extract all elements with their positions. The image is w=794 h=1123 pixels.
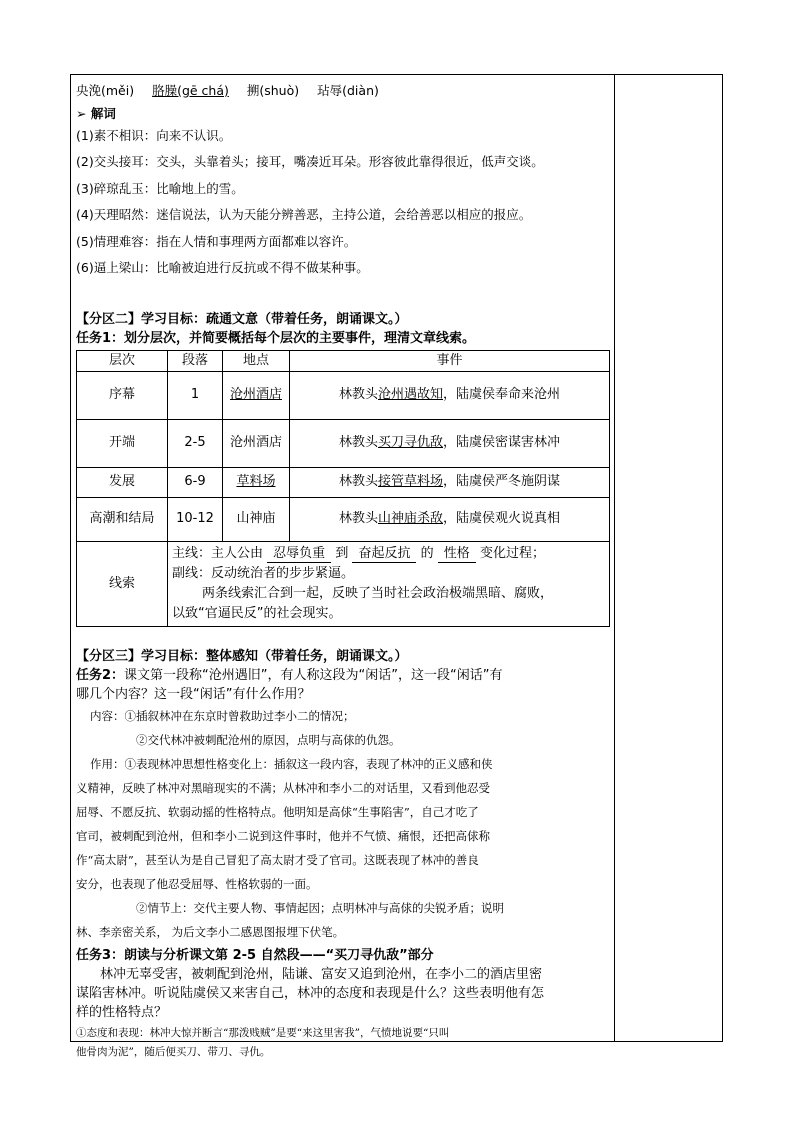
- answer-line: 他骨肉为泥”，随后便买刀、带刀、寻仇。: [76, 1045, 271, 1058]
- task2-label: 任务2：: [76, 667, 125, 683]
- clue-main: [172, 544, 605, 564]
- vocab-item: (2)交头接耳：交头，头靠着头；接耳，嘴凑近耳朵。形容彼此靠得很近，低声交谈。: [76, 154, 544, 169]
- effect-line: 官司，被刺配到沧州，但和李小二说到这件事时，他并不气愤、痛恨，还把高俅称: [76, 828, 490, 843]
- layer-cell: 开端: [77, 419, 168, 467]
- task3-heading: 任务3：朗读与分析课文第 2-5 自然段——“买刀寻仇敌”部分: [76, 947, 434, 963]
- col-header: 事件: [290, 350, 610, 371]
- event-text: ，陆虞侯观火说真相: [443, 511, 561, 526]
- para-cell: 10-12: [168, 497, 223, 541]
- event-text: ，陆虞侯严冬施阴谋: [443, 474, 561, 489]
- para-cell: 2-5: [168, 419, 223, 467]
- zone3-heading: 【分区三】学习目标：整体感知（带着任务，朗诵课文。）: [76, 648, 408, 664]
- place-cell: 沧州酒店: [223, 419, 290, 467]
- event-cell: [290, 467, 610, 497]
- para-cell: 6-9: [168, 467, 223, 497]
- answer-line: ①态度和表现：林冲大惊并断言“那泼贱贼”是要“来这里害我”，气愤地说要“只叫: [76, 1026, 450, 1039]
- table-row: [77, 467, 610, 497]
- col-header: 地点: [223, 350, 290, 371]
- clue-sub: 副线：反动统治者的步步紧逼。: [172, 565, 355, 581]
- clue-blank: 忍辱负重: [267, 546, 331, 563]
- col-header: 段落: [168, 350, 223, 371]
- clue-label: 线索: [77, 541, 168, 626]
- clue-row: [77, 541, 610, 626]
- place-cell: 山神庙: [223, 497, 290, 541]
- para-cell: 1: [168, 371, 223, 419]
- vocab-item: (3)碎琼乱玉：比喻地上的雪。: [76, 180, 244, 196]
- clue-blank: 性格: [438, 546, 476, 563]
- clue-text: 到: [335, 545, 349, 561]
- pron-item: 央浼(měi): [76, 83, 135, 98]
- vocab-item: (1)素不相识：向来不认识。: [76, 127, 232, 143]
- task3-text: 林冲无辜受害，被刺配到沧州，陆谦、富安又追到沧州，在李小二的酒店里密: [100, 966, 543, 982]
- event-text: ，陆虞侯密谋害林冲: [443, 435, 561, 450]
- task3-text: 谋陷害林冲。听说陆虞侯又来害自己，林冲的态度和表现是什么？这些表明他有怎: [76, 985, 545, 1001]
- vocab-heading: ➢ 解词: [76, 105, 116, 121]
- task2-line: [76, 666, 610, 685]
- event-key: 接管草料场: [377, 474, 443, 489]
- layer-cell: 发展: [77, 467, 168, 497]
- vocab-item: (4)天理昭然：迷信说法，认为天能分辨善恶，主持公道，会给善恶以相应的报应。: [76, 207, 532, 222]
- pron-item: 玷辱(diàn): [317, 83, 379, 98]
- main-column: [76, 78, 610, 1062]
- table-row: [77, 371, 610, 419]
- task1-heading: 任务1：划分层次，并简要概括每个层次的主要事件，理清文章线索。: [76, 330, 476, 346]
- event-key: 沧州遇故知: [377, 387, 443, 402]
- layer-cell: 高潮和结局: [77, 497, 168, 541]
- event-text: 林教头: [338, 435, 378, 450]
- effect-line: 义精神，反映了林冲对黑暗现实的不满；从林冲和李小二的对话里，又看到他忍受: [76, 780, 490, 795]
- event-text: 林教头: [338, 474, 378, 489]
- effect-line: 作用：①表现林冲思想性格变化上：插叙这一段内容，表现了林冲的正义感和侠: [90, 756, 493, 771]
- event-text: 林教头: [338, 511, 378, 526]
- effect-line: 林、李亲密关系， 为后文李小二感恩图报埋下伏笔。: [76, 924, 345, 939]
- event-key: 山神庙杀敌: [377, 511, 443, 526]
- effect-line: ②情节上：交代主要人物、事情起因；点明林冲与高俅的尖锐矛盾；说明: [136, 900, 504, 915]
- table-row: [77, 497, 610, 541]
- clue-text: 变化过程；: [479, 545, 545, 561]
- vocab-item: (5)情理难容：指在人情和事理两方面都难以容许。: [76, 233, 357, 249]
- table-row: [77, 419, 610, 467]
- col-header: 层次: [77, 350, 168, 371]
- event-text: 林教头: [338, 387, 378, 402]
- clue-text: 的: [420, 545, 434, 561]
- event-text: ，陆虞侯奉命来沧州: [443, 387, 561, 402]
- effect-line: 作“高太尉”，甚至认为是自己冒犯了高太尉才受了官司。这既表现了林冲的善良: [76, 852, 479, 867]
- content-line: 内容：①插叙林冲在东京时曾救助过李小二的情况；: [90, 708, 355, 723]
- clue-cell: [168, 541, 610, 626]
- vocab-item: (6)逼上梁山：比喻被迫进行反抗或不得不做某种事。: [76, 260, 369, 275]
- column-divider: [614, 74, 615, 1042]
- table-header-row: [77, 350, 610, 371]
- clue-blank: 奋起反抗: [352, 546, 416, 563]
- place-cell: 沧州酒店: [223, 371, 290, 419]
- place-cell: 草料场: [223, 467, 290, 497]
- task2-line: 哪几个内容？这一段“闲话”有什么作用？: [76, 686, 311, 702]
- event-key: 买刀寻仇敌: [377, 435, 443, 450]
- task3-text: 样的性格特点？: [76, 1004, 168, 1020]
- event-cell: [290, 371, 610, 419]
- pronunciation-line: [76, 78, 610, 105]
- content-line: ②交代林冲被刺配沧州的原因，点明与高俅的仇怨。: [136, 732, 401, 747]
- pron-item: 搠(shuò): [246, 83, 300, 98]
- effect-line: 屈辱、不愿反抗、软弱动摇的性格特点。他明知是高俅“生事陷害”，自己才吃了: [76, 804, 479, 819]
- effect-line: 安分，也表现了他忍受屈辱、性格软弱的一面。: [76, 876, 318, 891]
- layer-cell: 序幕: [77, 371, 168, 419]
- pron-item: 胳臊(gē chá): [152, 83, 229, 98]
- task2-text: 课文第一段称“沧州遇旧”，有人称这段为“闲话”，这一段“闲话”有: [124, 667, 503, 683]
- zone2-heading: 【分区二】学习目标：疏通文意（带着任务，朗诵课文。）: [76, 311, 408, 327]
- event-cell: [290, 497, 610, 541]
- event-cell: [290, 419, 610, 467]
- clue-summary: 以致“官逼民反”的社会现实。: [172, 605, 342, 621]
- clue-text: 主线：主人公由: [172, 545, 264, 561]
- layers-table: [76, 350, 610, 627]
- clue-summary: 两条线索汇合到一起，反映了当时社会政治极端黑暗、腐败，: [202, 585, 554, 601]
